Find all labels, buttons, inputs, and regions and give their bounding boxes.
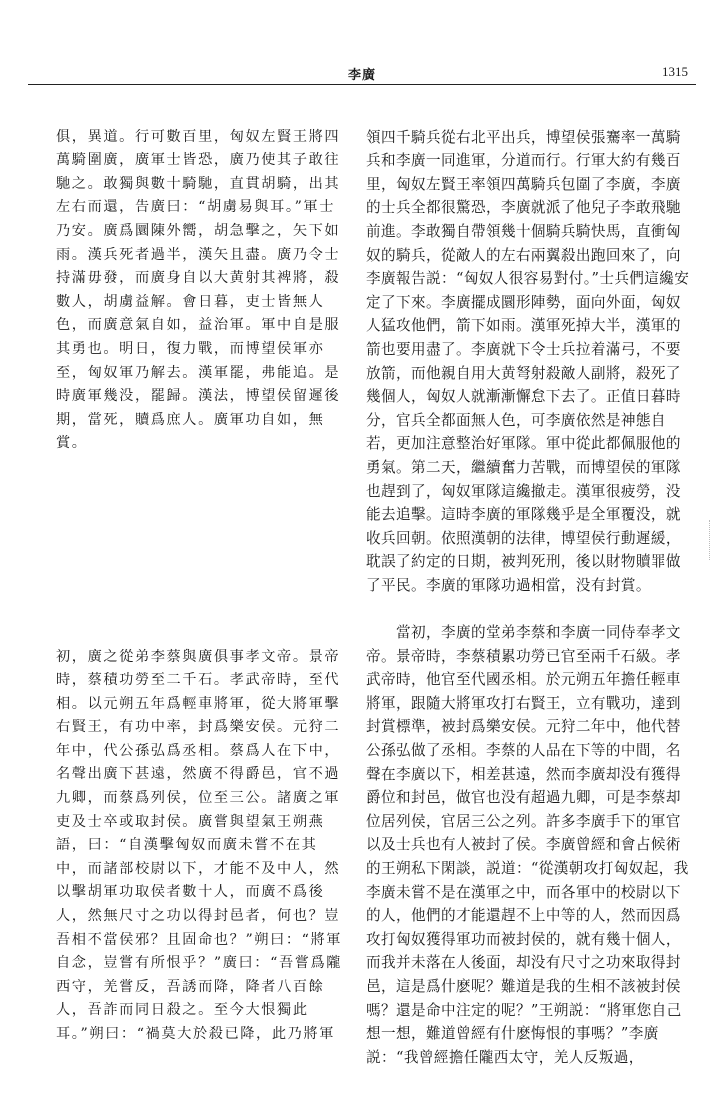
- translation-paragraph-2: 當初，李廣的堂弟李蔡和李廣一同侍奉孝文帝。景帝時，李蔡積累功勞已官至兩千石級。孝武帝時，他官至代國丞相。於元朔五年擔任輕車將軍，跟隨大將軍攻打右賢王，立有戰功，達到封賞標準，被封爲樂安侯。元狩二年中，他代替公孫弘做了丞相。李蔡的人品在下等的中間，名聲在李廣以下，相差甚遠，然而李廣却没有獲得爵位和封邑，做官也没有超過九卿，可是李蔡却位居列侯，官居三公之列。許多李廣手下的軍官以及士兵也有人被封了侯。李廣曾經和會占候術的王朔私下閑談，説道：“從漢朝攻打匈奴起，我李廣未嘗不是在漢軍之中，而各軍中的校尉以下的人，他們的才能還趕不上中等的人，然而因爲攻打匈奴獲得軍功而被封侯的，就有幾十個人，而我并未落在人後面，却没有尺寸之功來取得封邑，這是爲什麽呢？難道是我的生相不該被封侯嗎？還是命中注定的呢？”王朔説：“將軍您自己想一想，難道曾經有什麽悔恨的事嗎？”李廣説：“我曾經擔任隴西太守，羌人反叛過，: [366, 624, 689, 1066]
- classical-paragraph-2: 初，廣之從弟李蔡與廣俱事孝文帝。景帝時，蔡積功勞至二千石。孝武帝時，至代相。以元朔五年爲輕車將軍，從大將軍擊右賢王，有功中率，封爲樂安侯。元狩二年中，代公孫弘爲丞相。蔡爲人在下中，名聲出廣下甚遠，然廣不得爵邑，官不過九卿，而蔡爲列侯，位至三公。諸廣之軍吏及士卒或取封侯。廣嘗與望氣王朔燕語，曰：“自漢擊匈奴而廣未嘗不在其中，而諸部校尉以下，才能不及中人，然以擊胡軍功取侯者數十人，而廣不爲後人，然無尺寸之功以得封邑者，何也？豈吾相不當侯邪？且固命也？”朔曰：“將軍自念，豈嘗有所恨乎？”廣曰：“吾嘗爲隴西守，羌嘗反，吾誘而降，降者八百餘人，吾詐而同日殺之。至今大恨獨此耳。”朔曰：“禍莫大於殺已降，此乃將軍: [56, 648, 343, 1042]
- classical-paragraph-1: 俱，異道。行可數百里，匈奴左賢王將四萬騎圍廣，廣軍士皆恐，廣乃使其子敢往馳之。敢獨與數十騎馳，直貫胡騎，出其左右而還，告廣曰：“胡虜易與耳。”軍士乃安。廣爲圜陳外嚮，胡急擊之，矢下如雨。漢兵死者過半，漢矢且盡。廣乃令士持滿毋發，而廣身自以大黄射其裨將，殺數人，胡虜益解。會日暮，吏士皆無人色，而廣意氣自如，益治軍。軍中自是服其勇也。明日，復力戰，而博望侯軍亦至，匈奴軍乃解去。漢軍罷，弗能追。是時廣軍幾没，罷歸。漢法，博望侯留遲後期，當死，贖爲庶人。廣軍功自如，無賞。: [56, 128, 341, 452]
- translation-paragraph-1: 領四千騎兵從右北平出兵，博望侯張騫率一萬騎兵和李廣一同進軍，分道而行。行軍大約有幾百里，匈奴左賢王率領四萬騎兵包圍了李廣，李廣的士兵全都很驚恐，李廣就派了他兒子李敢飛馳前進。李敢獨自帶領幾十個騎兵騎快馬，直衝匈奴的騎兵，從敵人的左右兩翼殺出跑回來了，向李廣報告説：“匈奴人很容易對付。”士兵們這纔安定了下來。李廣擺成圜形陣勢，面向外面，匈奴人猛攻他們，箭下如雨。漢軍死掉大半，漢軍的箭也要用盡了。李廣就下令士兵拉着滿弓，不要放箭，而他親自用大黄弩射殺敵人副將，殺死了幾個人，匈奴人就漸漸懈怠下去了。正值日暮時分，官兵全都面無人色，可李廣依然是神態自若，更加注意整治好軍隊。軍中從此都佩服他的勇氣。第二天，繼續奮力苦戰，而博望侯的軍隊也趕到了，匈奴軍隊這纔撤走。漢軍很疲勞，没能去追擊。這時李廣的軍隊幾乎是全軍覆没，就收兵回朝。依照漢朝的法律，博望侯行動遲緩，耽誤了約定的日期，被判死刑，後以財物贖罪做了平民。李廣的軍隊功過相當，没有封賞。: [366, 128, 690, 594]
- page-number: 1315: [662, 64, 688, 79]
- translation-text-column: [366, 102, 692, 1093]
- page-header: [28, 62, 696, 85]
- binding-edge-mark: [709, 520, 714, 560]
- page-title: 李廣: [347, 68, 376, 83]
- classical-text-column: [56, 102, 344, 1070]
